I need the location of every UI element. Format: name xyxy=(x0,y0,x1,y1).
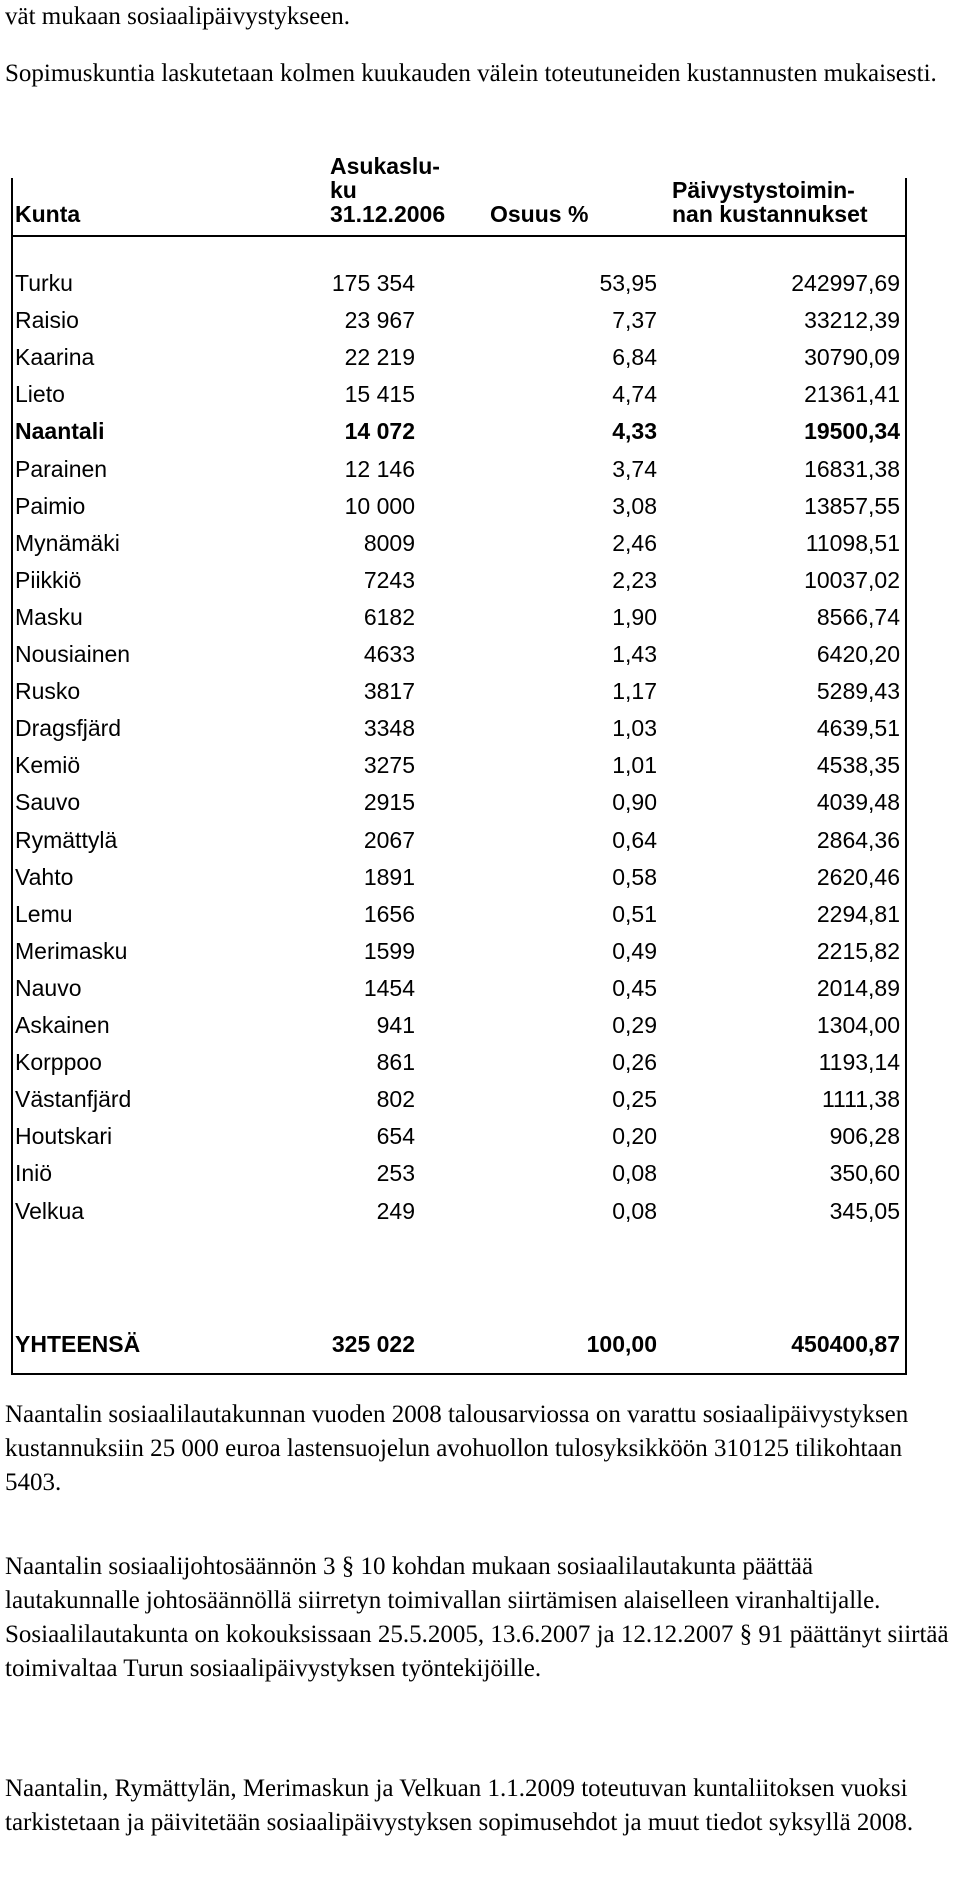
cell-kustannukset: 2620,46 xyxy=(816,864,900,890)
cell-osuus: 0,29 xyxy=(612,1012,657,1038)
cell-kunta: Korppoo xyxy=(15,1049,102,1075)
header-asukasluku-1: Asukaslu- xyxy=(330,153,440,179)
cell-asukasluku: 2067 xyxy=(363,827,415,853)
total-label: YHTEENSÄ xyxy=(15,1331,141,1357)
cell-asukasluku: 10 000 xyxy=(344,493,415,519)
cell-kunta: Paimio xyxy=(15,493,86,519)
cell-kunta: Mynämäki xyxy=(15,530,120,556)
cell-kustannukset: 30790,09 xyxy=(804,344,900,370)
table-row xyxy=(15,413,900,450)
cell-asukasluku: 4633 xyxy=(363,641,415,667)
cell-kustannukset: 19500,34 xyxy=(804,418,900,444)
cell-osuus: 1,17 xyxy=(612,678,657,704)
cell-kunta: Dragsfjärd xyxy=(15,715,122,741)
table-row xyxy=(15,1044,900,1081)
table-row xyxy=(15,859,900,896)
cell-kunta: Askainen xyxy=(15,1012,110,1038)
cell-kustannukset: 10037,02 xyxy=(804,567,900,593)
table-row xyxy=(15,1007,900,1044)
cell-kustannukset: 8566,74 xyxy=(816,604,900,630)
cell-osuus: 53,95 xyxy=(599,270,657,296)
cell-kunta: Västanfjärd xyxy=(15,1086,132,1112)
cell-osuus: 0,49 xyxy=(612,938,657,964)
table-row xyxy=(15,339,900,376)
cell-asukasluku: 22 219 xyxy=(344,344,415,370)
cell-osuus: 2,46 xyxy=(612,530,657,556)
table-row xyxy=(15,488,900,525)
cell-osuus: 1,01 xyxy=(612,752,657,778)
cell-asukasluku: 1599 xyxy=(363,938,415,964)
cell-kustannukset: 1111,38 xyxy=(821,1086,900,1112)
cell-kustannukset: 16831,38 xyxy=(804,456,900,482)
cell-osuus: 2,23 xyxy=(612,567,657,593)
cell-asukasluku: 253 xyxy=(376,1160,415,1186)
total-osuus: 100,00 xyxy=(586,1331,657,1357)
table-right-border xyxy=(905,178,907,1373)
cell-kunta: Houtskari xyxy=(15,1123,113,1149)
cell-asukasluku: 3817 xyxy=(363,678,415,704)
table-row xyxy=(15,710,900,747)
cell-kunta: Rymättylä xyxy=(15,827,118,853)
cell-kustannukset: 242997,69 xyxy=(791,270,900,296)
cell-asukasluku: 802 xyxy=(376,1086,415,1112)
table-row xyxy=(15,1155,900,1192)
table-row xyxy=(15,784,900,821)
header-asukasluku-3: 31.12.2006 xyxy=(330,201,446,227)
table-row xyxy=(15,747,900,784)
merger-paragraph: Naantalin, Rymättylän, Merimaskun ja Velkuan 1.1.2009 toteutuvan kuntaliitoksen vuoksi tarkistetaan ja päivitetään sosiaalipäivystyksen sopimusehdot ja muut tiedot syksyllä 2008. xyxy=(5,1775,914,1836)
cell-osuus: 3,08 xyxy=(612,493,657,519)
table-total-row xyxy=(15,1326,900,1363)
cell-osuus: 0,25 xyxy=(612,1086,657,1112)
cell-asukasluku: 941 xyxy=(376,1012,415,1038)
header-osuus: Osuus % xyxy=(490,201,589,227)
cell-kunta: Raisio xyxy=(15,307,79,333)
cell-asukasluku: 2915 xyxy=(363,789,415,815)
cell-kustannukset: 1193,14 xyxy=(818,1049,900,1075)
cell-osuus: 0,08 xyxy=(612,1198,657,1224)
cell-kunta: Rusko xyxy=(15,678,81,704)
cell-kunta: Parainen xyxy=(15,456,108,482)
cell-osuus: 7,37 xyxy=(612,307,657,333)
cell-osuus: 0,08 xyxy=(612,1160,657,1186)
table-row xyxy=(15,302,900,339)
table-row xyxy=(15,599,900,636)
table-row xyxy=(15,636,900,673)
header-kustannukset-1: Päivystystoimin- xyxy=(672,177,855,203)
cell-kustannukset: 906,28 xyxy=(829,1123,900,1149)
billing-paragraph: Sopimuskuntia laskutetaan kolmen kuukauden välein toteutuneiden kustannusten mukaisesti. xyxy=(5,60,937,87)
cell-kunta: Piikkiö xyxy=(15,567,82,593)
cell-asukasluku: 15 415 xyxy=(344,381,415,407)
cell-asukasluku: 7243 xyxy=(363,567,415,593)
cell-kunta: Lemu xyxy=(15,901,73,927)
cell-kustannukset: 2215,82 xyxy=(816,938,900,964)
cell-kustannukset: 4039,48 xyxy=(816,789,900,815)
cell-osuus: 0,51 xyxy=(612,901,657,927)
cell-kustannukset: 6420,20 xyxy=(816,641,900,667)
cell-asukasluku: 6182 xyxy=(363,604,415,630)
table-bottom-rule xyxy=(11,1373,907,1375)
cell-asukasluku: 14 072 xyxy=(344,418,415,444)
cell-osuus: 1,03 xyxy=(612,715,657,741)
table-row xyxy=(15,451,900,488)
table-row xyxy=(15,822,900,859)
cell-kustannukset: 5289,43 xyxy=(816,678,900,704)
cell-osuus: 4,33 xyxy=(612,418,657,444)
table-left-border xyxy=(11,178,13,1373)
cell-kustannukset: 350,60 xyxy=(829,1160,900,1186)
total-kustannukset: 450400,87 xyxy=(791,1331,900,1357)
cell-osuus: 0,64 xyxy=(612,827,657,853)
table-row xyxy=(15,673,900,710)
cell-kustannukset: 2864,36 xyxy=(816,827,900,853)
cell-osuus: 0,58 xyxy=(612,864,657,890)
cell-osuus: 0,45 xyxy=(612,975,657,1001)
cell-asukasluku: 175 354 xyxy=(331,270,415,296)
cell-kunta: Iniö xyxy=(15,1160,53,1186)
cell-kunta: Sauvo xyxy=(15,789,81,815)
cell-asukasluku: 3348 xyxy=(363,715,415,741)
cell-kustannukset: 33212,39 xyxy=(804,307,900,333)
table-row xyxy=(15,970,900,1007)
budget-paragraph: Naantalin sosiaalilautakunnan vuoden 2008 talousarviossa on varattu sosiaalipäivystyksen kustannuksiin 25 000 euroa lastensuojelun avohuollon tulosyksikköön 310125 tilikohtaan 5403. xyxy=(5,1401,909,1496)
cell-kunta: Turku xyxy=(15,270,73,296)
cell-asukasluku: 23 967 xyxy=(344,307,415,333)
intro-fragment: vät mukaan sosiaalipäivystykseen. xyxy=(5,3,351,30)
cell-kunta: Lieto xyxy=(15,381,65,407)
header-asukasluku-2: ku xyxy=(330,177,357,203)
table-row xyxy=(15,265,900,302)
cell-kunta: Vahto xyxy=(15,864,74,890)
cell-kustannukset: 1304,00 xyxy=(816,1012,900,1038)
table-row xyxy=(15,525,900,562)
cell-kunta: Kemiö xyxy=(15,752,81,778)
delegation-paragraph: Naantalin sosiaalijohtosäännön 3 § 10 kohdan mukaan sosiaalilautakunta päättää lautakunnalle johtosäännöllä siirretyn toimivallan siirtämisen alaiselleen viranhaltijalle. Sosiaalilautakunta on kokouksissaan 25.5.2005, 13.6.2007 ja 12.12.2007 § 91 päättänyt siirtää toimivaltaa Turun sosiaalipäivystyksen työntekijöille. xyxy=(5,1553,949,1682)
cell-osuus: 1,43 xyxy=(612,641,657,667)
cell-kunta: Masku xyxy=(15,604,83,630)
cell-asukasluku: 3275 xyxy=(363,752,415,778)
cell-osuus: 1,90 xyxy=(612,604,657,630)
table-row xyxy=(15,896,900,933)
cell-kustannukset: 345,05 xyxy=(829,1198,900,1224)
table-row xyxy=(15,1118,900,1155)
cell-kunta: Nousiainen xyxy=(15,641,131,667)
cell-kustannukset: 21361,41 xyxy=(804,381,900,407)
cell-asukasluku: 861 xyxy=(376,1049,415,1075)
cell-kunta: Velkua xyxy=(15,1198,85,1224)
cell-asukasluku: 1891 xyxy=(363,864,415,890)
cell-asukasluku: 12 146 xyxy=(344,456,415,482)
cell-asukasluku: 1656 xyxy=(363,901,415,927)
cell-asukasluku: 1454 xyxy=(363,975,415,1001)
cell-kustannukset: 2294,81 xyxy=(816,901,900,927)
cell-kunta: Naantali xyxy=(15,418,105,444)
cell-asukasluku: 249 xyxy=(376,1198,415,1224)
header-kunta: Kunta xyxy=(15,201,81,227)
cell-kunta: Nauvo xyxy=(15,975,82,1001)
cell-osuus: 0,90 xyxy=(612,789,657,815)
table-row xyxy=(15,1193,900,1230)
cell-osuus: 4,74 xyxy=(612,381,657,407)
cell-osuus: 6,84 xyxy=(612,344,657,370)
cell-kustannukset: 13857,55 xyxy=(804,493,900,519)
table-row xyxy=(15,562,900,599)
cell-kunta: Kaarina xyxy=(15,344,95,370)
header-kustannukset-2: nan kustannukset xyxy=(672,201,868,227)
cell-kunta: Merimasku xyxy=(15,938,128,964)
cell-kustannukset: 2014,89 xyxy=(816,975,900,1001)
cell-kustannukset: 4639,51 xyxy=(816,715,900,741)
cell-kustannukset: 11098,51 xyxy=(805,530,900,556)
table-row xyxy=(15,1081,900,1118)
cell-asukasluku: 654 xyxy=(376,1123,415,1149)
cell-asukasluku: 8009 xyxy=(363,530,415,556)
cell-kustannukset: 4538,35 xyxy=(816,752,900,778)
cell-osuus: 3,74 xyxy=(612,456,657,482)
cell-osuus: 0,20 xyxy=(612,1123,657,1149)
table-header-rule xyxy=(11,235,907,237)
total-asukasluku: 325 022 xyxy=(331,1331,415,1357)
cell-osuus: 0,26 xyxy=(612,1049,657,1075)
table-row xyxy=(15,933,900,970)
table-row xyxy=(15,376,900,413)
